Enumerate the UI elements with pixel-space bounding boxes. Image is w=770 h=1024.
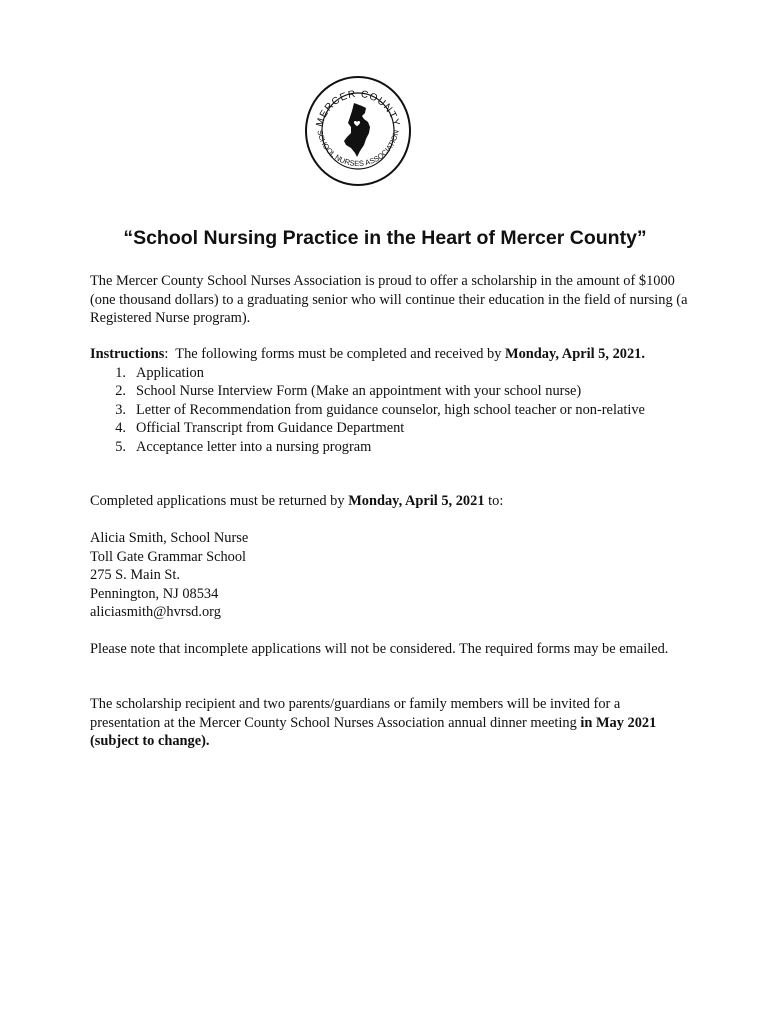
logo-top-text: MERCER COUNTY bbox=[314, 88, 402, 129]
list-item: 1. Application bbox=[115, 364, 204, 381]
closing-paragraph: The scholarship recipient and two parents/guardians or family members will be invited for a presentation at the Mercer County School Nurses Association annual dinner meeting in May 2021 (subject to change). bbox=[90, 696, 657, 749]
list-item: 3. Letter of Recommendation from guidance counselor, high school teacher or non-relative bbox=[115, 401, 645, 418]
instructions-label: Instructions bbox=[90, 346, 165, 362]
address-street: 275 S. Main St. bbox=[90, 567, 180, 583]
association-logo bbox=[304, 75, 412, 187]
address-email: aliciasmith@hvrsd.org bbox=[90, 604, 221, 620]
address-name: Alicia Smith, School Nurse bbox=[90, 530, 249, 546]
scholarship-title: “School Nursing Practice in the Heart of Mercer County” bbox=[123, 227, 647, 249]
closing-date: in May 2021 (subject to change). bbox=[90, 714, 657, 749]
list-item: 4. Official Transcript from Guidance Department bbox=[115, 420, 405, 436]
list-item: 5. Acceptance letter into a nursing program bbox=[115, 438, 372, 455]
new-jersey-state-icon bbox=[344, 103, 370, 157]
address-city: Pennington, NJ 08534 bbox=[90, 585, 219, 602]
instructions-line: Instructions: The following forms must be completed and received by Monday, April 5, 2021. bbox=[90, 346, 645, 362]
logo-bottom-text: SCHOOL NURSES ASSOCIATION bbox=[315, 129, 401, 169]
instructions-text: The following forms must be completed and received by bbox=[168, 346, 506, 362]
mailing-address bbox=[90, 529, 690, 622]
incomplete-note: Please note that incomplete applications will not be considered. The required forms may be emailed. bbox=[90, 641, 669, 657]
return-deadline: Monday, April 5, 2021 bbox=[348, 493, 485, 509]
intro-paragraph: The Mercer County School Nurses Association is proud to offer a scholarship in the amount of $1000 (one thousand dollars) to a graduating senior who will continue their education in the field of nursing (a Registered Nurse program). bbox=[90, 273, 688, 326]
instructions-section bbox=[90, 345, 690, 456]
instructions-deadline: Monday, April 5, 2021. bbox=[505, 346, 645, 362]
return-deadline-line: Completed applications must be returned by Monday, April 5, 2021 to: bbox=[90, 493, 504, 509]
address-school: Toll Gate Grammar School bbox=[90, 548, 247, 565]
required-forms-list bbox=[90, 364, 690, 457]
list-item: 2. School Nurse Interview Form (Make an appointment with your school nurse) bbox=[115, 383, 582, 399]
